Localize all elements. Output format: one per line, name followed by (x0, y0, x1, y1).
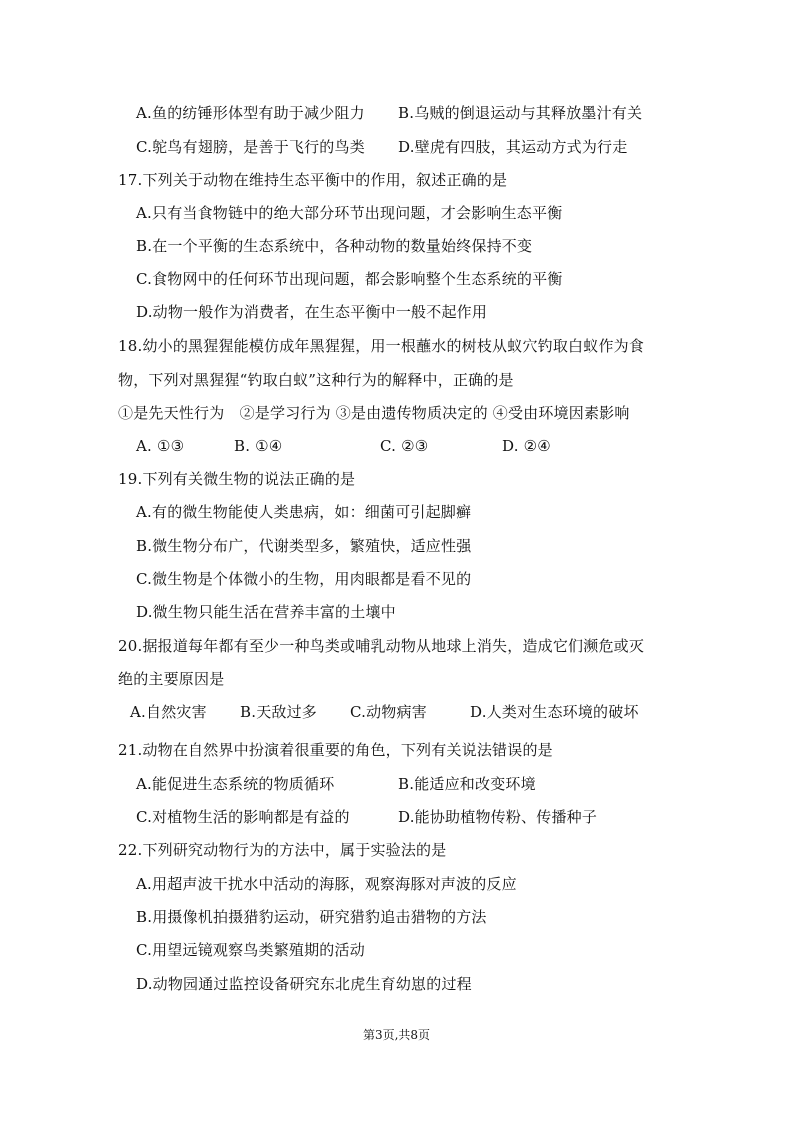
q18-option-c: C. ②③ (380, 437, 429, 455)
q17-option-c: C.食物网中的任何环节出现问题，都会影响整个生态系统的平衡 (136, 270, 563, 288)
q18-option-a: A. ①③ (136, 437, 185, 455)
q21-option-c: C.对植物生活的影响都是有益的 (136, 808, 350, 826)
q22-option-c: C.用望远镜观察鸟类繁殖期的活动 (136, 941, 365, 959)
q21-option-d: D.能协助植物传粉、传播种子 (398, 808, 598, 826)
q19-option-a: A.有的微生物能使人类患病，如：细菌可引起脚癣 (136, 503, 472, 521)
q18-option-d: D. ②④ (502, 437, 551, 455)
q20-stem-line-2: 绝的主要原因是 (118, 670, 225, 688)
q20-option-c: C.动物病害 (350, 703, 427, 721)
q16-option-c: C.鸵鸟有翅膀，是善于飞行的鸟类 (136, 138, 365, 156)
q16-option-d: D.壁虎有四肢，其运动方式为行走 (398, 138, 628, 156)
q17-option-b: B.在一个平衡的生态系统中，各种动物的数量始终保持不变 (136, 237, 533, 255)
q16-option-b: B.乌贼的倒退运动与其释放墨汁有关 (398, 104, 643, 122)
q17-option-d: D.动物一般作为消费者，在生态平衡中一般不起作用 (136, 303, 488, 321)
page-footer: 第3页,共8页 (362, 1028, 431, 1042)
q19-stem: 19.下列有关微生物的说法正确的是 (118, 470, 356, 488)
q19-option-d: D.微生物只能生活在营养丰富的土壤中 (136, 603, 396, 621)
q21-option-b: B.能适应和改变环境 (398, 775, 536, 793)
q16-option-a: A.鱼的纺锤形体型有助于减少阻力 (136, 104, 365, 122)
q18-stem-line-1: 18.幼小的黑猩猩能模仿成年黑猩猩，用一根蘸水的树枝从蚁穴钓取白蚁作为食 (118, 337, 645, 355)
q17-stem: 17.下列关于动物在维持生态平衡中的作用，叙述正确的是 (118, 171, 508, 189)
q18-stem-line-2: 物，下列对黑猩猩“钓取白蚁”这种行为的解释中，正确的是 (118, 371, 514, 389)
q20-stem-line-1: 20.据报道每年都有至少一种鸟类或哺乳动物从地球上消失，造成它们濒危或灭 (118, 637, 645, 655)
q20-option-d: D.人类对生态环境的破坏 (470, 703, 639, 721)
q18-option-b: B. ①④ (234, 437, 283, 455)
q22-stem: 22.下列研究动物行为的方法中，属于实验法的是 (118, 841, 447, 859)
q21-option-a: A.能促进生态系统的物质循环 (136, 775, 335, 793)
q19-option-c: C.微生物是个体微小的生物，用肉眼都是看不见的 (136, 570, 472, 588)
q22-option-b: B.用摄像机拍摄猎豹运动，研究猎豹追击猎物的方法 (136, 908, 487, 926)
q19-option-b: B.微生物分布广，代谢类型多，繁殖快，适应性强 (136, 537, 472, 555)
q21-stem: 21.动物在自然界中扮演着很重要的角色，下列有关说法错误的是 (118, 741, 553, 759)
q22-option-d: D.动物园通过监控设备研究东北虎生育幼崽的过程 (136, 975, 472, 993)
q18-statements: ①是先天性行为 ②是学习行为 ③是由遗传物质决定的 ④受由环境因素影响 (118, 404, 630, 422)
q20-option-a: A.自然灾害 (130, 703, 207, 721)
q20-option-b: B.天敌过多 (240, 703, 317, 721)
q22-option-a: A.用超声波干扰水中活动的海豚，观察海豚对声波的反应 (136, 875, 517, 893)
q17-option-a: A.只有当食物链中的绝大部分环节出现问题，才会影响生态平衡 (136, 204, 563, 222)
